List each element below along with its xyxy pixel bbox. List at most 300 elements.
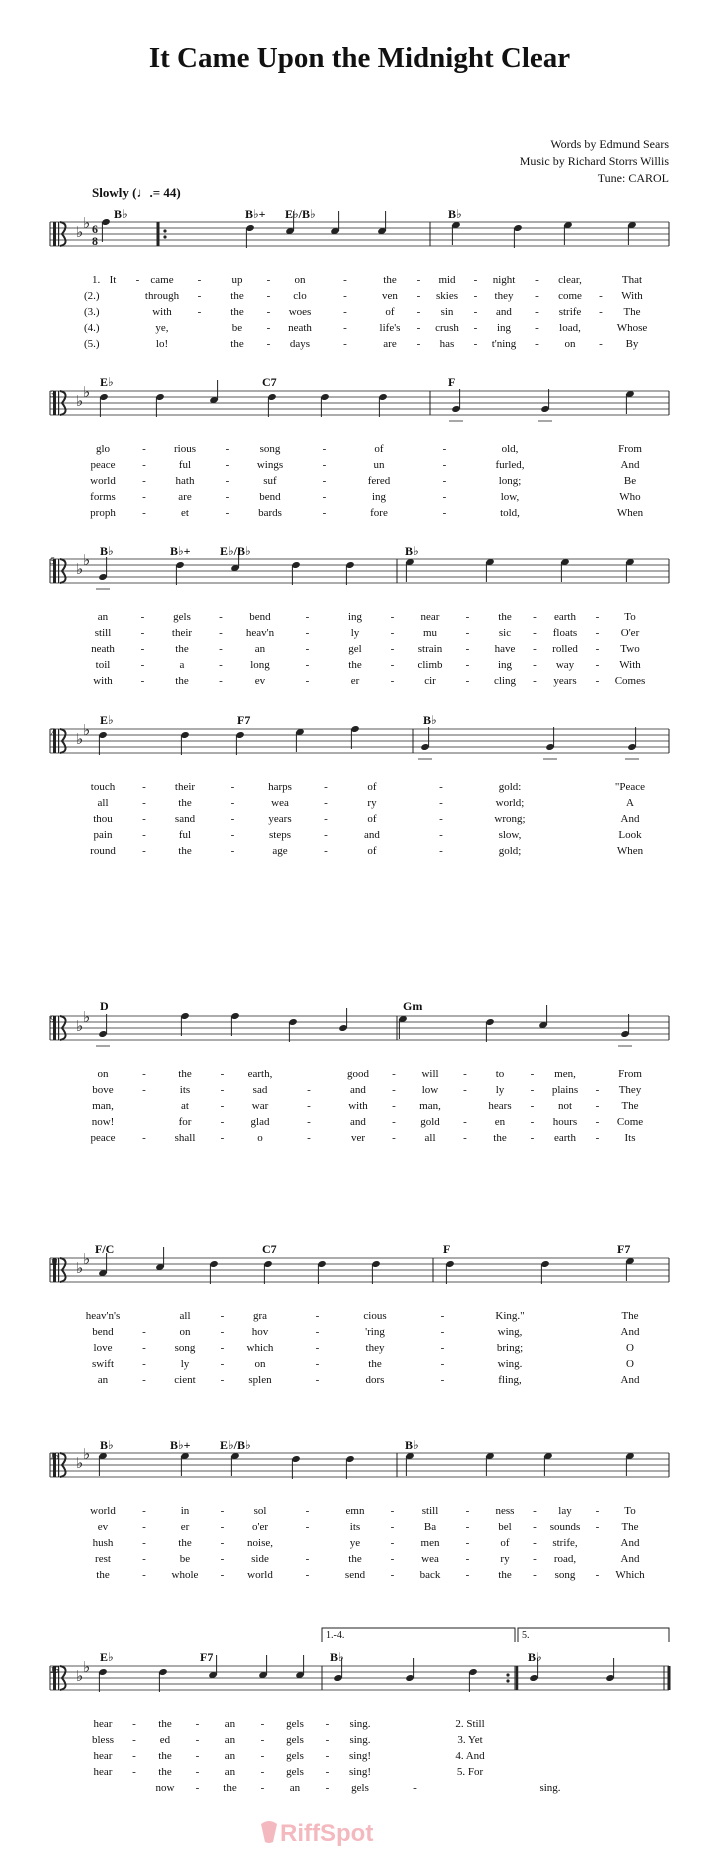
lyric-syllable: bend <box>249 611 271 623</box>
lyric-syllable: gels <box>351 1782 369 1794</box>
lyric-hyphen: - <box>599 290 603 302</box>
lyric-syllable: on <box>294 274 306 286</box>
lyric-syllable: low <box>421 1084 439 1096</box>
lyric-hyphen: - <box>325 1734 330 1746</box>
lyric-syllable: 4. And <box>455 1750 485 1762</box>
lyric-syllable: sing. <box>349 1718 371 1730</box>
lyric-hyphen: - <box>195 1718 200 1730</box>
lyric-hyphen: - <box>533 643 537 655</box>
lyric-syllable: With <box>619 659 641 671</box>
repeat-dot <box>163 235 166 238</box>
lyric-hyphen: - <box>142 845 146 857</box>
lyric-hyphen: - <box>142 459 146 471</box>
chord-symbol: F7 <box>237 713 251 727</box>
lyric-syllable: low, <box>500 491 520 503</box>
lyric-syllable: earth <box>554 611 576 623</box>
lyric-hyphen: - <box>142 1132 146 1144</box>
lyric-syllable: up <box>231 274 243 286</box>
tempo-label: Slowly <box>92 185 129 200</box>
lyric-hyphen: - <box>390 1521 395 1533</box>
lyric-syllable: woes <box>288 306 312 318</box>
lyric-hyphen: - <box>595 611 600 623</box>
lyric-syllable: the <box>223 1782 237 1794</box>
lyric-hyphen: - <box>142 491 146 503</box>
chord-symbol: F <box>443 1242 451 1256</box>
lyric-hyphen: - <box>220 1358 225 1370</box>
lyric-hyphen: - <box>390 643 395 655</box>
lyric-syllable: swift <box>92 1358 114 1370</box>
lyric-syllable: men <box>420 1537 440 1549</box>
lyric-syllable: song <box>174 1342 196 1354</box>
lyric-syllable: hear <box>93 1766 113 1778</box>
lyric-hyphen: - <box>595 659 600 671</box>
lyric-syllable: world <box>247 1569 273 1581</box>
lyric-hyphen: - <box>142 797 146 809</box>
lyric-syllable: hears <box>488 1100 512 1112</box>
lyric-syllable: And <box>620 1537 640 1549</box>
staff-system <box>50 211 669 248</box>
lyric-syllable: all <box>97 797 109 809</box>
lyric-hyphen: - <box>195 1734 200 1746</box>
lyric-hyphen: - <box>225 443 230 455</box>
lyric-hyphen: - <box>315 1310 320 1322</box>
lyric-syllable: And <box>620 1374 640 1386</box>
lyric-hyphen: - <box>599 306 603 318</box>
lyric-hyphen: - <box>533 1537 537 1549</box>
lyric-syllable: hear <box>93 1718 113 1730</box>
staff-system <box>50 721 669 759</box>
lyric-syllable: of <box>385 306 395 318</box>
alto-clef-icon <box>58 559 59 583</box>
lyric-syllable: the <box>230 290 244 302</box>
lyric-syllable: an <box>224 1734 236 1746</box>
measure-number: 7 <box>50 727 55 737</box>
flat-icon: ♭ <box>83 1445 91 1463</box>
lyric-syllable: round <box>90 845 116 857</box>
lyric-syllable: splen <box>248 1374 272 1386</box>
lyric-hyphen: - <box>439 829 443 841</box>
lyric-syllable: war <box>251 1100 269 1112</box>
lyric-syllable: The <box>621 1100 639 1112</box>
flat-icon: ♭ <box>83 1008 91 1026</box>
lyric-syllable: The <box>623 306 641 318</box>
lyric-hyphen: - <box>132 1718 136 1730</box>
lyric-syllable: with <box>348 1100 368 1112</box>
lyric-syllable: That <box>621 274 643 286</box>
lyric-syllable: they <box>494 290 514 302</box>
lyric-hyphen: - <box>595 675 600 687</box>
lyric-syllable: the <box>348 659 362 671</box>
lyric-syllable: plains <box>551 1084 579 1096</box>
lyric-syllable: the <box>230 306 244 318</box>
lyric-syllable: ing <box>497 659 513 671</box>
credit-words: Words by Edmund Sears <box>550 137 669 151</box>
lyric-syllable: an <box>289 1782 301 1794</box>
lyric-hyphen: - <box>305 1553 310 1565</box>
lyric-syllable: Two <box>620 643 640 655</box>
lyric-syllable: world; <box>495 797 525 809</box>
lyric-hyphen: - <box>325 1782 330 1794</box>
lyric-syllable: "Peace <box>614 781 646 793</box>
lyric-hyphen: - <box>260 1750 265 1762</box>
lyric-syllable: un <box>373 459 385 471</box>
lyric-hyphen: - <box>390 1553 395 1565</box>
lyric-syllable: ful <box>178 459 192 471</box>
quarter-note-icon: ♩. <box>136 185 153 200</box>
lyric-hyphen: - <box>439 781 443 793</box>
flat-icon: ♭ <box>76 560 84 578</box>
lyric-hyphen: - <box>230 781 235 793</box>
lyric-hyphen: - <box>535 290 539 302</box>
lyric-hyphen: - <box>142 1326 146 1338</box>
lyric-hyphen: - <box>465 675 470 687</box>
lyric-syllable: the <box>348 1553 362 1565</box>
lyric-syllable: of <box>367 845 377 857</box>
lyric-syllable: earth <box>554 1132 576 1144</box>
flat-icon: ♭ <box>76 223 84 241</box>
lyric-hyphen: - <box>440 1342 445 1354</box>
lyric-hyphen: - <box>220 1132 225 1144</box>
lyric-syllable: O <box>626 1342 634 1354</box>
chord-symbol: D <box>100 999 109 1013</box>
lyric-hyphen: - <box>595 1569 600 1581</box>
lyric-hyphen: - <box>595 1116 600 1128</box>
lyric-syllable: the <box>178 1068 192 1080</box>
lyric-syllable: still <box>421 1505 439 1517</box>
lyric-syllable: toil <box>95 659 111 671</box>
lyric-syllable: night <box>492 274 516 286</box>
lyric-hyphen: - <box>595 627 600 639</box>
lyric-hyphen: - <box>305 675 310 687</box>
lyric-hyphen: - <box>595 1521 600 1533</box>
measure-number: 3 <box>50 389 55 399</box>
lyric-hyphen: - <box>465 1553 470 1565</box>
lyric-hyphen: - <box>225 475 230 487</box>
lyric-syllable: for <box>178 1116 192 1128</box>
lyric-syllable: ye <box>349 1537 361 1549</box>
lyric-hyphen: - <box>463 1068 467 1080</box>
lyric-syllable: the <box>368 1358 382 1370</box>
lyric-syllable: sin <box>440 306 454 318</box>
alto-clef-icon <box>58 729 59 753</box>
lyric-hyphen: - <box>305 1505 310 1517</box>
lyric-syllable: an <box>97 1374 109 1386</box>
measure-number: 5 <box>50 556 55 566</box>
lyric-syllable: touch <box>90 781 116 793</box>
lyric-syllable: the <box>493 1132 507 1144</box>
chord-symbol: C7 <box>262 375 277 389</box>
lyric-hyphen: - <box>266 338 271 350</box>
lyric-hyphen: - <box>535 306 539 318</box>
lyric-hyphen: - <box>266 290 271 302</box>
lyric-hyphen: - <box>220 1537 225 1549</box>
lyric-hyphen: - <box>416 306 421 318</box>
lyric-hyphen: - <box>465 1537 470 1549</box>
flat-icon: ♭ <box>83 551 91 569</box>
lyric-syllable: man, <box>419 1100 441 1112</box>
lyric-syllable: gra <box>252 1310 268 1322</box>
lyric-hyphen: - <box>135 274 140 286</box>
lyric-hyphen: - <box>416 274 421 286</box>
lyric-hyphen: - <box>140 611 145 623</box>
lyric-hyphen: - <box>315 1342 320 1354</box>
lyric-hyphen: - <box>142 813 146 825</box>
lyric-hyphen: - <box>442 459 447 471</box>
lyric-syllable: gold; <box>498 845 522 857</box>
lyric-hyphen: - <box>442 443 447 455</box>
lyric-hyphen: - <box>392 1116 396 1128</box>
lyric-hyphen: - <box>343 274 347 286</box>
lyric-syllable: the <box>175 643 189 655</box>
lyric-syllable: bel <box>498 1521 512 1533</box>
lyric-syllable: lo! <box>155 338 169 350</box>
lyric-syllable: song <box>554 1569 576 1581</box>
chord-symbol: F7 <box>617 1242 631 1256</box>
lyric-syllable: of <box>500 1537 510 1549</box>
lyric-hyphen: - <box>530 1084 535 1096</box>
lyric-syllable: on <box>564 338 576 350</box>
chord-symbol: E♭ <box>100 713 114 727</box>
lyric-hyphen: - <box>390 1537 395 1549</box>
lyric-syllable: long <box>250 659 270 671</box>
lyric-syllable: and <box>364 829 380 841</box>
lyric-syllable: men, <box>554 1068 576 1080</box>
lyric-syllable: er <box>350 675 360 687</box>
lyric-syllable: mu <box>422 627 438 639</box>
lyric-syllable: rolled <box>552 643 578 655</box>
lyric-syllable: Look <box>618 829 642 841</box>
lyric-syllable: cling <box>494 675 516 687</box>
lyric-syllable: Be <box>623 475 637 487</box>
lyric-hyphen: - <box>530 1100 535 1112</box>
lyric-hyphen: - <box>132 1750 136 1762</box>
lyric-syllable: sad <box>252 1084 268 1096</box>
riffspot-logo: RiffSpot <box>280 1820 374 1847</box>
lyric-syllable: love <box>93 1342 113 1354</box>
lyric-hyphen: - <box>220 1521 225 1533</box>
lyric-syllable: road, <box>553 1553 577 1565</box>
staff-system <box>50 1445 669 1479</box>
lyric-syllable: bend <box>259 491 281 503</box>
verse-number: (4.) <box>84 322 100 334</box>
lyric-hyphen: - <box>142 1084 146 1096</box>
credit-tune: Tune: CAROL <box>597 171 669 185</box>
lyric-syllable: 3. Yet <box>457 1734 483 1746</box>
lyric-syllable: gels <box>173 611 191 623</box>
lyric-syllable: in <box>180 1505 190 1517</box>
lyric-syllable: slow, <box>498 829 522 841</box>
lyric-syllable: come <box>558 290 582 302</box>
lyric-hyphen: - <box>465 1505 470 1517</box>
lyric-syllable: And <box>620 813 640 825</box>
lyric-hyphen: - <box>142 1569 146 1581</box>
lyric-hyphen: - <box>442 475 447 487</box>
lyric-syllable: which <box>246 1342 274 1354</box>
lyric-syllable: ev <box>254 675 266 687</box>
flat-icon: ♭ <box>83 721 91 739</box>
measure-number: 13 <box>50 1451 59 1461</box>
lyric-hyphen: - <box>142 781 146 793</box>
lyric-hyphen: - <box>413 1782 417 1794</box>
lyric-hyphen: - <box>230 813 235 825</box>
lyric-hyphen: - <box>535 322 539 334</box>
lyric-syllable: It <box>109 274 117 286</box>
lyric-syllable: heav'n <box>245 627 275 639</box>
lyric-syllable: long; <box>498 475 522 487</box>
lyric-hyphen: - <box>142 1537 146 1549</box>
lyric-syllable: neath <box>91 643 115 655</box>
lyric-hyphen: - <box>324 797 328 809</box>
lyric-hyphen: - <box>442 507 447 519</box>
lyric-hyphen: - <box>219 627 223 639</box>
lyric-hyphen: - <box>260 1734 265 1746</box>
lyric-hyphen: - <box>533 1553 537 1565</box>
lyric-hyphen: - <box>595 1505 600 1517</box>
lyric-syllable: the <box>175 675 189 687</box>
lyric-hyphen: - <box>465 1521 470 1533</box>
lyric-hyphen: - <box>266 274 271 286</box>
measure-number: 9 <box>50 1014 55 1024</box>
lyric-syllable: still <box>94 627 112 639</box>
lyric-syllable: suf <box>263 475 277 487</box>
lyric-syllable: of <box>367 813 377 825</box>
lyric-hyphen: - <box>220 1342 225 1354</box>
lyric-syllable: ly <box>495 1084 505 1096</box>
lyric-syllable: A <box>626 797 634 809</box>
lyric-syllable: the <box>178 845 192 857</box>
staff-system <box>50 1005 669 1046</box>
chord-symbol: B♭ <box>405 1438 419 1452</box>
lyric-syllable: ing <box>496 322 512 334</box>
lyric-syllable: be <box>179 1553 191 1565</box>
lyric-hyphen: - <box>390 659 395 671</box>
lyric-syllable: ing <box>371 491 387 503</box>
lyric-syllable: its <box>349 1521 361 1533</box>
chord-symbol: C7 <box>262 1242 277 1256</box>
flat-icon: ♭ <box>83 1250 91 1268</box>
lyric-syllable: And <box>620 459 640 471</box>
alto-clef-icon <box>53 222 56 246</box>
lyric-hyphen: - <box>439 813 443 825</box>
chord-symbol: E♭/B♭ <box>220 1438 251 1452</box>
lyric-syllable: ven <box>382 290 398 302</box>
lyric-hyphen: - <box>533 627 537 639</box>
lyric-hyphen: - <box>219 611 223 623</box>
lyric-syllable: send <box>344 1569 366 1581</box>
lyric-hyphen: - <box>220 1116 225 1128</box>
time-signature-bottom: 8 <box>92 234 98 248</box>
lyric-syllable: Ba <box>423 1521 437 1533</box>
lyric-syllable: emn <box>345 1505 365 1517</box>
lyric-hyphen: - <box>197 290 202 302</box>
verse-number: (3.) <box>84 306 100 318</box>
lyric-hyphen: - <box>220 1326 225 1338</box>
lyric-hyphen: - <box>305 1569 310 1581</box>
lyric-hyphen: - <box>132 1766 136 1778</box>
lyric-hyphen: - <box>260 1766 265 1778</box>
lyric-hyphen: - <box>533 659 537 671</box>
lyric-hyphen: - <box>307 1116 311 1128</box>
alto-clef-icon <box>58 1016 59 1040</box>
lyric-syllable: They <box>618 1084 642 1096</box>
lyric-syllable: the <box>178 797 192 809</box>
lyric-syllable: sol <box>253 1505 267 1517</box>
lyric-syllable: man, <box>92 1100 114 1112</box>
lyric-syllable: they <box>365 1342 385 1354</box>
lyric-syllable: good <box>347 1068 369 1080</box>
chord-symbol: B♭ <box>448 207 462 221</box>
lyric-syllable: Who <box>619 491 641 503</box>
lyric-syllable: The <box>621 1521 639 1533</box>
lyric-hyphen: - <box>343 306 347 318</box>
lyric-hyphen: - <box>325 1750 330 1762</box>
lyric-hyphen: - <box>440 1326 445 1338</box>
lyric-syllable: clear, <box>558 274 582 286</box>
lyric-hyphen: - <box>343 290 347 302</box>
flat-icon: ♭ <box>76 392 84 410</box>
lyric-syllable: forms <box>90 491 116 503</box>
verse-number: (5.) <box>84 338 100 350</box>
lyric-syllable: way <box>555 659 575 671</box>
lyric-syllable: t'ning <box>491 338 517 350</box>
lyric-syllable: hov <box>251 1326 269 1338</box>
lyric-hyphen: - <box>220 1100 225 1112</box>
lyric-syllable: all <box>424 1132 436 1144</box>
lyric-syllable: King." <box>495 1310 525 1322</box>
lyric-hyphen: - <box>390 675 395 687</box>
lyric-hyphen: - <box>142 1342 146 1354</box>
lyric-syllable: an <box>97 611 109 623</box>
lyric-hyphen: - <box>220 1569 225 1581</box>
lyric-hyphen: - <box>230 829 235 841</box>
lyric-syllable: and <box>496 306 512 318</box>
credit-music: Music by Richard Storrs Willis <box>519 154 669 168</box>
lyric-syllable: wea <box>271 797 289 809</box>
lyric-hyphen: - <box>325 1766 330 1778</box>
tempo-value: = 44 <box>152 185 177 200</box>
lyric-hyphen: - <box>315 1358 320 1370</box>
lyric-syllable: an <box>254 643 266 655</box>
lyric-syllable: ed <box>159 1734 171 1746</box>
lyric-hyphen: - <box>392 1100 396 1112</box>
lyric-hyphen: - <box>305 611 310 623</box>
flat-icon: ♭ <box>83 1658 91 1676</box>
chord-symbol: B♭+ <box>170 544 191 558</box>
lyric-hyphen: - <box>390 627 395 639</box>
lyric-hyphen: - <box>416 290 421 302</box>
repeat-dot <box>163 229 166 232</box>
lyric-syllable: O <box>626 1358 634 1370</box>
lyric-syllable: of <box>367 781 377 793</box>
lyric-syllable: bring; <box>496 1342 524 1354</box>
lyric-syllable: And <box>620 1326 640 1338</box>
lyric-hyphen: - <box>322 475 327 487</box>
lyric-syllable: hath <box>175 475 195 487</box>
lyric-syllable: cient <box>174 1374 196 1386</box>
lyric-syllable: and <box>350 1116 366 1128</box>
lyric-syllable: gels <box>286 1750 304 1762</box>
lyric-syllable: wea <box>421 1553 439 1565</box>
lyric-hyphen: - <box>305 627 310 639</box>
lyric-hyphen: - <box>533 1521 537 1533</box>
lyric-syllable: song <box>259 443 281 455</box>
lyric-hyphen: - <box>440 1310 445 1322</box>
lyric-syllable: and <box>350 1084 366 1096</box>
lyric-syllable: ev <box>97 1521 109 1533</box>
lyric-syllable: hear <box>93 1750 113 1762</box>
chord-symbol: E♭ <box>100 1650 114 1664</box>
lyric-syllable: sing. <box>539 1782 561 1794</box>
